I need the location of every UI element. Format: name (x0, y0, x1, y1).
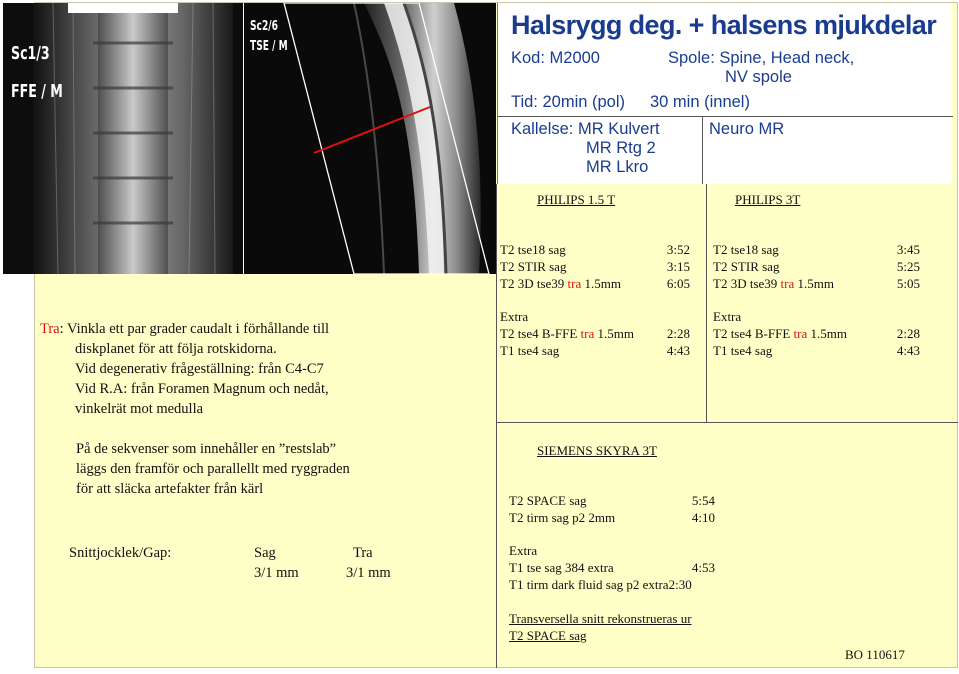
header-vertical-divider (702, 116, 703, 184)
document-code: BO 110617 (845, 647, 905, 662)
extra-label: Extra (509, 543, 538, 558)
sequence-time: 4:53 (691, 560, 715, 575)
sequence-name: T2 tse4 B-FFE (500, 326, 581, 341)
sequence-time: 5:54 (691, 493, 715, 508)
referral-3: MR Lkro (586, 158, 649, 176)
grid-line (496, 422, 958, 423)
sequence-row (509, 577, 692, 593)
sequence-time: 2:30 (668, 577, 692, 592)
image-label-sequence: FFE / M (11, 81, 63, 102)
sequence-row (509, 510, 715, 526)
orientation-tra: tra (580, 326, 595, 341)
sequence-time: 3:52 (666, 242, 690, 257)
header-divider (498, 116, 953, 117)
sequence-row (713, 343, 920, 359)
sequence-row (500, 259, 690, 275)
sequence-time: 3:45 (896, 242, 920, 257)
sequence-time: 5:05 (896, 276, 920, 291)
sequence-row (500, 242, 690, 258)
sequence-name: T2 SPACE sag (509, 493, 587, 508)
instruction-line: vinkelrät mot medulla (75, 401, 204, 417)
slice-thickness: 1.5mm (594, 326, 634, 341)
extra-label: Extra (500, 309, 529, 324)
note-line: På de sekvenser som innehåller en ”restslab” (76, 441, 337, 457)
reconstruction-note: T2 SPACE sag (509, 628, 587, 643)
sag-value: 3/1 mm (254, 565, 299, 581)
instruction-line: diskplanet för att följa rotskidorna. (75, 341, 277, 357)
tra-value: 3/1 mm (346, 565, 391, 581)
referral-2: MR Rtg 2 (586, 139, 656, 157)
orientation-tra: tra (780, 276, 795, 291)
sequence-name: T2 3D tse39 (500, 276, 568, 291)
grid-line (496, 422, 497, 668)
sag-header: Sag (254, 545, 276, 561)
image-label-series: Sc2/6 (250, 19, 278, 34)
sequence-name: T1 tse sag 384 extra (509, 560, 614, 575)
sequence-row (509, 493, 715, 509)
sequence-time: 4:43 (896, 343, 920, 358)
sequence-name: T2 tse4 B-FFE (713, 326, 794, 341)
instruction-line: Vid R.A: från Foramen Magnum och nedåt, (75, 381, 329, 397)
siemens-heading: SIEMENS SKYRA 3T (537, 443, 657, 458)
referral-1: Kallelse: MR Kulvert (511, 120, 660, 138)
sequence-time: 4:10 (691, 510, 715, 525)
slice-thickness: 1.5mm (581, 276, 621, 291)
thickness-label: Snittjocklek/Gap: (69, 545, 172, 561)
instruction-line (40, 319, 329, 339)
slice-thickness: 1.5mm (794, 276, 834, 291)
sequence-time: 5:25 (896, 259, 920, 274)
time-inpatient: 30 min (innel) (650, 93, 750, 111)
image-label-sequence: TSE / M (250, 39, 288, 54)
sequence-name: T2 tirm sag p2 2mm (509, 510, 616, 525)
sequence-time: 4:43 (666, 343, 690, 358)
sequence-time: 3:15 (666, 259, 690, 274)
philips-3t-heading: PHILIPS 3T (735, 192, 801, 207)
sequence-time: 6:05 (666, 276, 690, 291)
sequence-row (713, 276, 920, 292)
sequence-name: T2 STIR sag (713, 259, 780, 274)
extra-label: Extra (713, 309, 742, 324)
sequence-name: T1 tse4 sag (713, 343, 773, 358)
time-outpatient: Tid: 20min (pol) (511, 93, 626, 111)
image-label-series: Sc1/3 (11, 43, 50, 64)
sequence-name: T1 tirm dark fluid sag p2 extra (509, 577, 669, 592)
sequence-row (509, 560, 715, 576)
coil-info: Spole: Spine, Head neck, (668, 49, 855, 67)
sequence-row (713, 242, 920, 258)
mri-coronal-image (3, 3, 243, 274)
philips-15t-heading: PHILIPS 1.5 T (537, 192, 616, 207)
protocol-header (497, 3, 952, 184)
sequence-time: 2:28 (666, 326, 690, 341)
orientation-tra: tra (793, 326, 808, 341)
grid-line (706, 184, 707, 422)
coil-info-continued: NV spole (725, 68, 792, 86)
orientation-tra: Tra (40, 321, 60, 337)
sequence-row (500, 276, 690, 292)
note-line: läggs den framför och parallellt med ryggraden (76, 461, 350, 477)
note-line: för att släcka artefakter från kärl (76, 481, 264, 497)
tra-header: Tra (353, 545, 373, 561)
department-label: Neuro MR (709, 120, 785, 138)
sequence-row (713, 326, 920, 342)
mri-sagittal-image (244, 3, 496, 274)
sequence-name: T2 STIR sag (500, 259, 567, 274)
sequence-name: T2 3D tse39 (713, 276, 781, 291)
instruction-line: Vid degenerativ frågeställning: från C4-C7 (75, 361, 324, 377)
sequence-name: T1 tse4 sag (500, 343, 560, 358)
protocol-title: Halsrygg deg. + halsens mjukdelar (511, 10, 937, 40)
grid-line (496, 184, 497, 422)
exam-code: Kod: M2000 (511, 49, 600, 67)
sequence-row (500, 326, 690, 342)
orientation-tra: tra (567, 276, 582, 291)
sequence-time: 2:28 (896, 326, 920, 341)
reconstruction-note: Transversella snitt rekonstrueras ur (509, 611, 692, 626)
slice-thickness: 1.5mm (807, 326, 847, 341)
sequence-row (500, 343, 690, 359)
sequence-name: T2 tse18 sag (713, 242, 779, 257)
sequence-name: T2 tse18 sag (500, 242, 566, 257)
sequence-row (713, 259, 920, 275)
instruction-text: : Vinkla ett par grader caudalt i förhållande till (59, 321, 330, 337)
